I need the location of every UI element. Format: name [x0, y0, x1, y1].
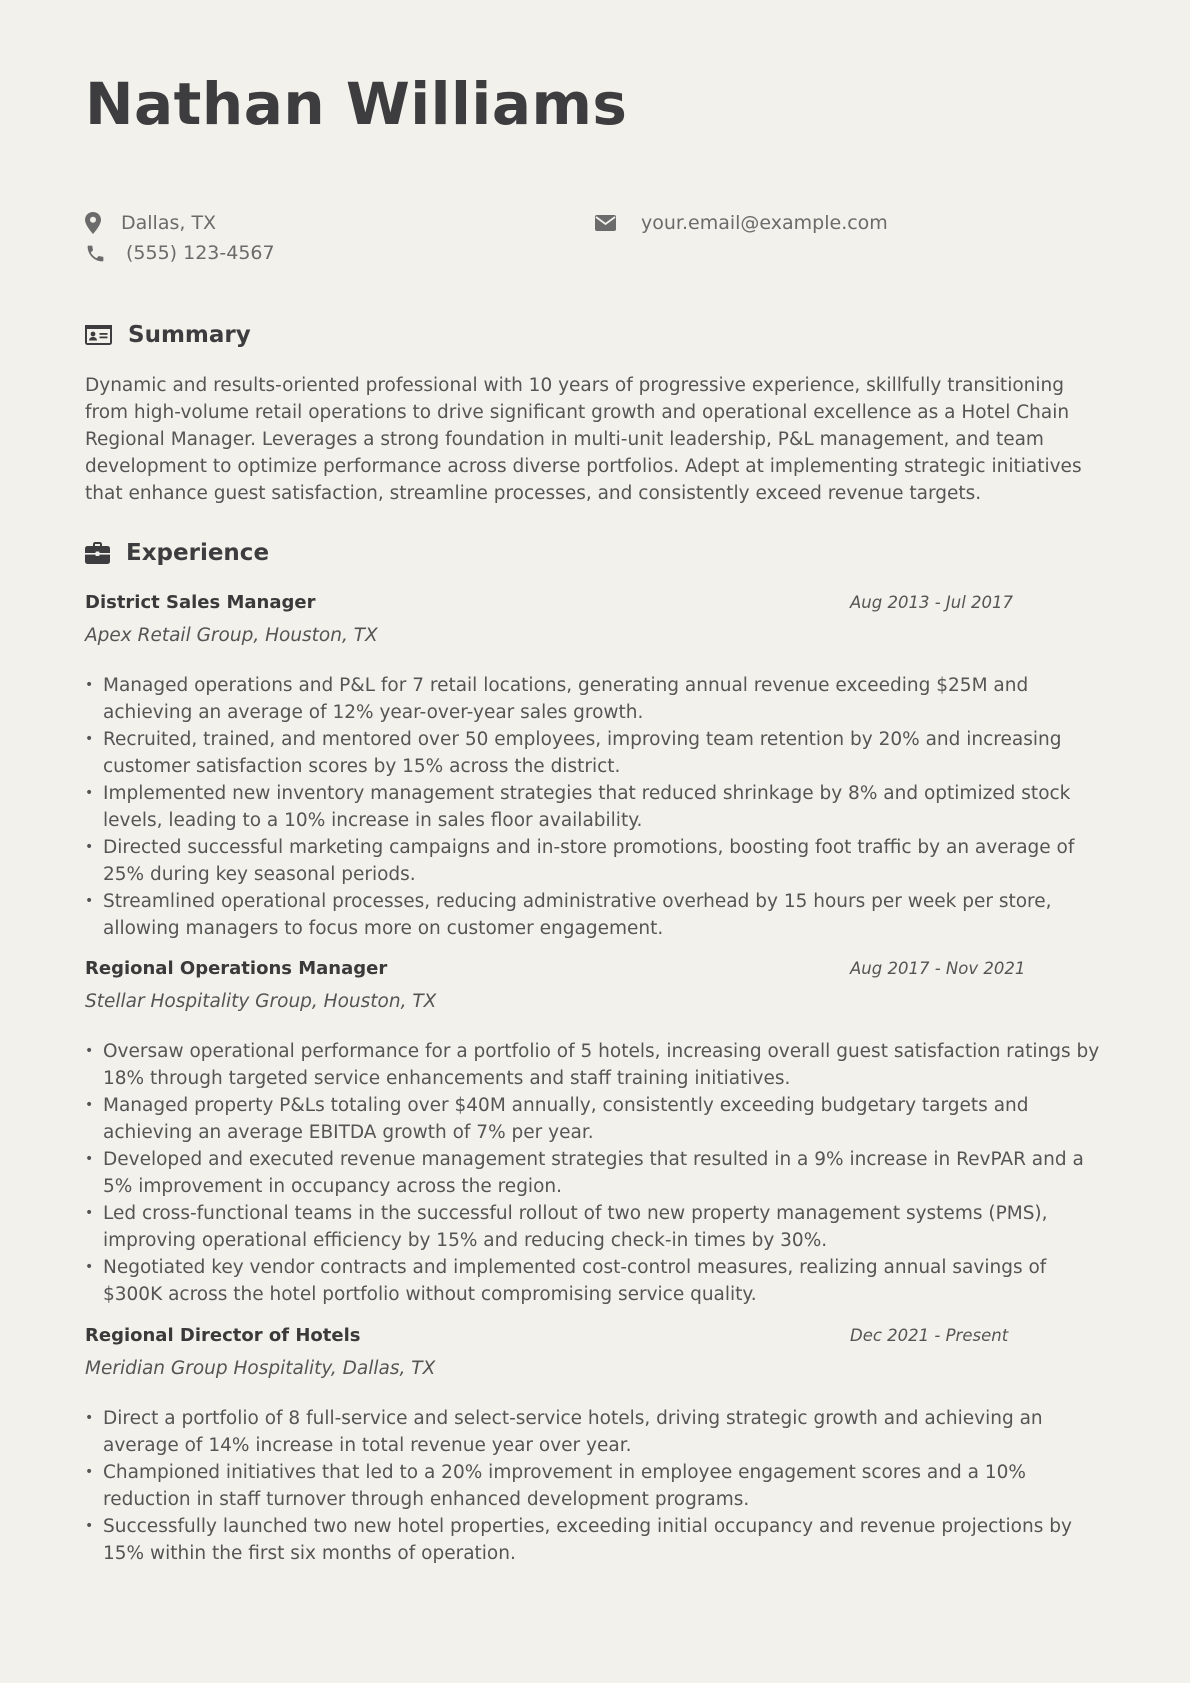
experience-title: Experience	[126, 540, 270, 566]
list-item: • Direct a portfolio of 8 full-service and select-service hotels, driving strategic growth and achieving an average of 14% increase in total revenue year over year.	[85, 1405, 1105, 1459]
map-pin-icon	[85, 212, 101, 234]
list-item: • Managed operations and P&L for 7 retail locations, generating annual revenue exceeding $25M and achieving an average of 12% year-over-year sales growth.	[85, 672, 1105, 726]
experience-heading	[85, 540, 269, 566]
list-item: • Recruited, trained, and mentored over 50 employees, improving team retention by 20% and increasing customer satisfaction scores by 15% across the district.	[85, 726, 1105, 780]
envelope-icon	[595, 215, 616, 231]
list-item: • Developed and executed revenue management strategies that resulted in a 9% increase in RevPAR and a 5% improvement in occupancy across the region.	[85, 1146, 1105, 1200]
summary-heading	[85, 322, 251, 348]
summary-text: Dynamic and results-oriented professional with 10 years of progressive experience, skillfully transitioning from high-volume retail operations to drive significant growth and operational excellence as a Hotel Chain Regional Manager. Leverages a strong foundation in multi-unit leadership, P&L management, and team development to optimize performance across diverse portfolios. Adept at implementing strategic initiatives that enhance guest satisfaction, streamline processes, and consistently exceed revenue targets.	[85, 375, 1082, 504]
phone-text: (555) 123-4567	[126, 242, 275, 264]
list-item: • Oversaw operational performance for a portfolio of 5 hotels, increasing overall guest satisfaction ratings by 18% through targeted service enhancements and staff training initiatives.	[85, 1038, 1105, 1092]
job-dates: Aug 2013 - Jul 2017	[850, 593, 1014, 612]
summary-title: Summary	[128, 322, 251, 348]
job-bullets	[85, 1405, 1105, 1567]
candidate-name: Nathan Williams	[85, 70, 628, 138]
contact-phone	[85, 242, 275, 264]
contact-email	[595, 212, 888, 234]
briefcase-icon	[85, 542, 110, 564]
list-item: • Championed initiatives that led to a 20% improvement in employee engagement scores and a 10% reduction in staff turnover through enhanced development programs.	[85, 1459, 1105, 1513]
contact-location	[85, 212, 216, 234]
id-card-icon	[85, 325, 112, 345]
email-text[interactable]: your.email@example.com	[641, 212, 888, 234]
list-item: • Led cross-functional teams in the successful rollout of two new property management systems (PMS), improving operational efficiency by 15% and reducing check-in times by 30%.	[85, 1200, 1105, 1254]
job-bullets	[85, 672, 1105, 942]
job-company: Apex Retail Group, Houston, TX	[85, 625, 378, 646]
list-item: • Streamlined operational processes, reducing administrative overhead by 15 hours per week per store, allowing managers to focus more on customer engagement.	[85, 888, 1105, 942]
job-dates: Dec 2021 - Present	[850, 1326, 1009, 1345]
list-item: • Successfully launched two new hotel properties, exceeding initial occupancy and revenue projections by 15% within the first six months of operation.	[85, 1513, 1105, 1567]
job-title: Regional Operations Manager	[85, 958, 388, 979]
location-text: Dallas, TX	[121, 212, 217, 234]
list-item: • Directed successful marketing campaigns and in-store promotions, boosting foot traffic by an average of 25% during key seasonal periods.	[85, 834, 1105, 888]
job-title: District Sales Manager	[85, 592, 316, 613]
list-item: • Implemented new inventory management strategies that reduced shrinkage by 8% and optimized stock levels, leading to a 10% increase in sales floor availability.	[85, 780, 1105, 834]
job-bullets	[85, 1038, 1105, 1308]
job-company: Stellar Hospitality Group, Houston, TX	[85, 991, 437, 1012]
job-dates: Aug 2017 - Nov 2021	[850, 959, 1026, 978]
job-company: Meridian Group Hospitality, Dallas, TX	[85, 1358, 436, 1379]
job-title: Regional Director of Hotels	[85, 1325, 361, 1346]
phone-icon	[85, 243, 106, 264]
list-item: • Managed property P&Ls totaling over $40M annually, consistently exceeding budgetary targets and achieving an average EBITDA growth of 7% per year.	[85, 1092, 1105, 1146]
list-item: • Negotiated key vendor contracts and implemented cost-control measures, realizing annual savings of $300K across the hotel portfolio without compromising service quality.	[85, 1254, 1105, 1308]
